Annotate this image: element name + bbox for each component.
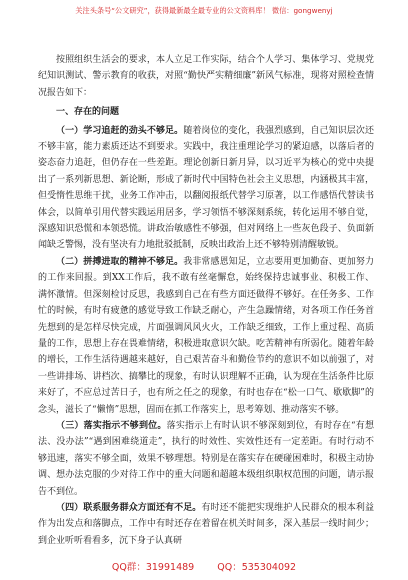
issue-text-3: 落实指示上有时认识不够深刻到位，有时存在“有想法、没办法”“遇到困难绕道走”，执行的时效性、实效性还有一定差距。有时行动不够迅速，落实不够全面，效果不够理想。特别是在落实存在硬碰困难时，积极主动协调、想办法克服的少对待工作中的重大问题和超越本级组织职权范围的问题，请示报告不到位。 — [38, 420, 374, 497]
issue-lead-4: （四）联系服务群众方面还有不足。 — [56, 502, 202, 513]
issue-text-1: 随着岗位的变化，我强烈感到，自己知识层次还不够丰富，能力素质还达不到要求。实践中，我注重理论学习的紧迫感，以落后者的姿态奋力追赶，但仍存在一些差距。理论创新日新月异，以习近平为核心的党中央提出了一系列新思想、新论断，形成了新时代中国特色社会主义思想，内涵极其丰富，但受惰性思维干扰，业务工作冲击，以翻阅报纸代替学习原著，以工作感悟代替读书体会，以简单引用代替实践运用居多，学习领悟不够深刻系统，转化运用不够自觉，深感知识恐慌和本领恐慌。讲政治敏感性不够强，但对网络上一些灰色段子、负面新闻缺乏警惕，没有坚决有力地批驳抵制，反映出政治上还不够特别清醒敏锐。 — [38, 125, 374, 251]
issue-text-2: 我非常感恩知足，立志要用更加勤奋、更加努力的工作来回报。到XX工作后，我不敢有丝毫懈怠，始终保持忠诚事业、积极工作、满怀激情。但深刻检讨反思，我感到自己在有些方面还做得不够好。在任务多、工作忙的时候，有时有疲惫的感觉导致工作缺乏耐心，产生急躁情绪，对各项工作任务首先想到的是怎样尽快完成，片面强调风风火火，工作缺乏细致，工作上重过程、高质量的工作，思想上存在畏难情绪，积极进取意识欠缺。吃苦精神有所弱化。随着年龄的增长，工作生活待遇越来越好，自己艰苦奋斗和勤俭节约的意识不如以前强了，对一些讲排场、讲档次、搞攀比的现象，有时认识理解不正确，认为现在生活条件比原来好了，不应总过苦日子，也有所之任之的现象，有时也存在“松一口气、歇歇脚”的念头，滋长了“懒惰”思想，固而在抓工作落实上，思考筹划、推动落实不够。 — [38, 256, 374, 415]
footer-qq-group: QQ群：31991489 — [111, 562, 195, 573]
issue-lead-3: （三）落实指示不够到位。 — [56, 420, 167, 431]
section-heading: 一、存在的问题 — [56, 107, 120, 118]
issue-text-4: 有时还不能把实现维护人民群众的根本利益作为出发点和落脚点，工作中有时还存在着留在机关时间多，深入基层一线时间少；到企业听听看看多，沉下身子认真研 — [38, 502, 374, 546]
issue-paragraph-1 — [38, 123, 374, 254]
issue-paragraph-4 — [38, 500, 374, 549]
intro-paragraph: 按照组织生活会的要求，本人立足工作实际，结合个人学习、集体学习、党规党纪知识测试、警示教育的收获，对照“勤快严实精细廉”新风气标准，现将对照检查情况报告如下： — [38, 55, 374, 98]
footer-banner — [0, 559, 408, 573]
issue-paragraph-2 — [38, 254, 374, 418]
issue-lead-2: （二）拼搏进取的精神不够足。 — [56, 256, 184, 267]
issue-paragraph-3 — [38, 418, 374, 500]
footer-qq: QQ：535304092 — [217, 562, 297, 573]
header-banner: 关注头条号“公文研究”，获得最新最全最专业的公文资料库！ 微信：gongwenyj — [75, 6, 333, 15]
document-body — [38, 52, 374, 549]
issue-lead-1: （一）学习追赶的劲头不够足。 — [56, 125, 184, 136]
